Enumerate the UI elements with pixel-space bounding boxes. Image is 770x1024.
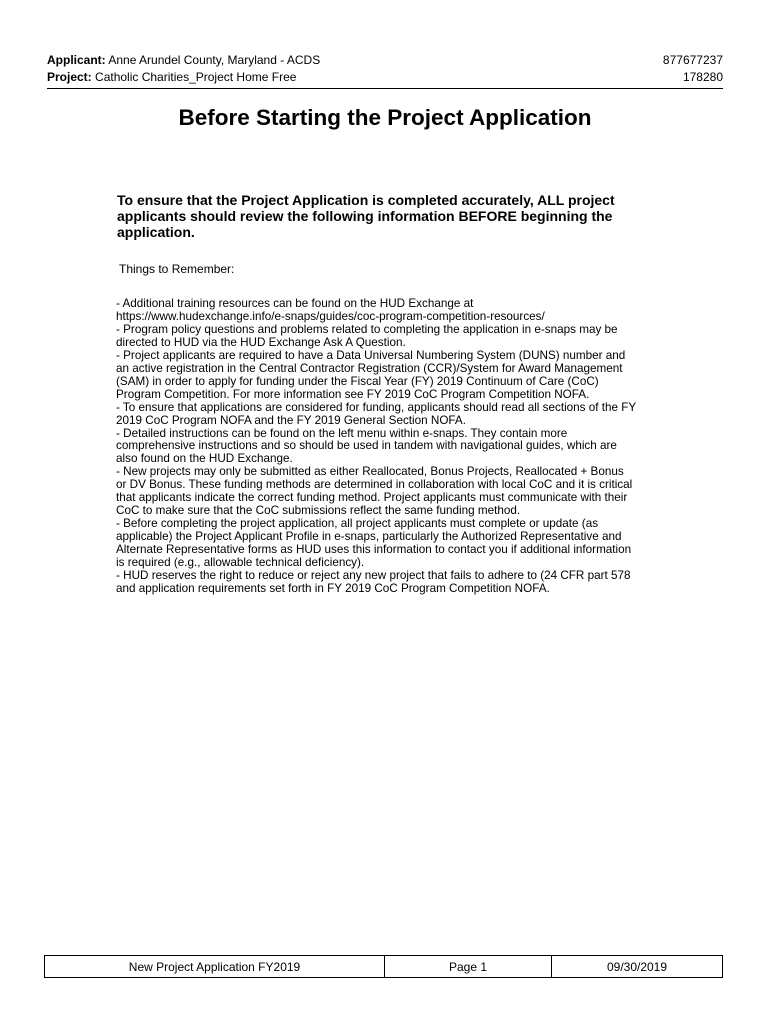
instruction-item: - Detailed instructions can be found on the left menu within e-snaps. They contain more comprehensive instructions and so should be used in tandem with navigational guides, which are also found on the HUD Exchange. [116,426,617,466]
footer-date: 09/30/2019 [606,959,668,974]
header-applicant-row [47,53,723,67]
things-to-remember-heading: Things to Remember: [119,262,235,276]
applicant-id: 877677237 [662,53,723,67]
page-footer [44,955,723,978]
intro-text: To ensure that the Project Application is completed accurately, ALL project applicants should review the following information BEFORE beginning the application. [117,192,615,240]
project-label: Project: [47,70,92,84]
instruction-item: - Additional training resources can be found on the HUD Exchange at https://www.hudexchange.info/e-snaps/guides/coc-program-competition-resources/ [116,297,545,323]
instructions-list [116,298,636,596]
instruction-item: - Program policy questions and problems related to completing the application in e-snaps may be directed to HUD via the HUD Exchange Ask A Question. [116,322,618,349]
page-title: Before Starting the Project Application [178,105,592,130]
applicant-info [47,53,320,67]
applicant-value: Anne Arundel County, Maryland - ACDS [108,53,321,67]
instruction-item: - Before completing the project application, all project applicants must complete or update (as applicable) the Project Applicant Profile in e-snaps, particularly the Authorized Representative and Alternate Representative forms as HUD uses this information to contact you if additional information is required (e.g., allowable technical deficiency). [116,517,632,570]
footer-form-name: New Project Application FY2019 [45,956,385,977]
header-divider [47,88,723,89]
header-project-row [47,70,723,84]
project-value: Catholic Charities_Project Home Free [95,70,297,84]
project-info [47,70,296,84]
footer-page-number: Page 1 [385,956,552,977]
applicant-label: Applicant: [47,53,106,67]
instruction-item: - Project applicants are required to have a Data Universal Numbering System (DUNS) number and an active registration in the Central Contractor Registration (CCR)/System for Award Management (SAM) in order to apply for funding under the Fiscal Year (FY) 2019 Continuum of Care (CoC) Program Competition. For more information see FY 2019 CoC Program Competition NOFA. [116,348,626,401]
instruction-item: - To ensure that applications are considered for funding, applicants should read all sections of the FY 2019 CoC Program NOFA and the FY 2019 General Section NOFA. [116,400,636,427]
project-id: 178280 [682,70,723,84]
instruction-item: - HUD reserves the right to reduce or reject any new project that fails to adhere to (24 CFR part 578 and application requirements set forth in FY 2019 CoC Program Competition NOFA. [116,569,631,595]
instruction-item: - New projects may only be submitted as either Reallocated, Bonus Projects, Reallocated + Bonus or DV Bonus. These funding methods are determined in collaboration with local CoC and it is critical that applicants indicate the correct funding method. Project applicants must communicate with their CoC to make sure that the CoC submissions reflect the same funding method. [116,465,633,518]
